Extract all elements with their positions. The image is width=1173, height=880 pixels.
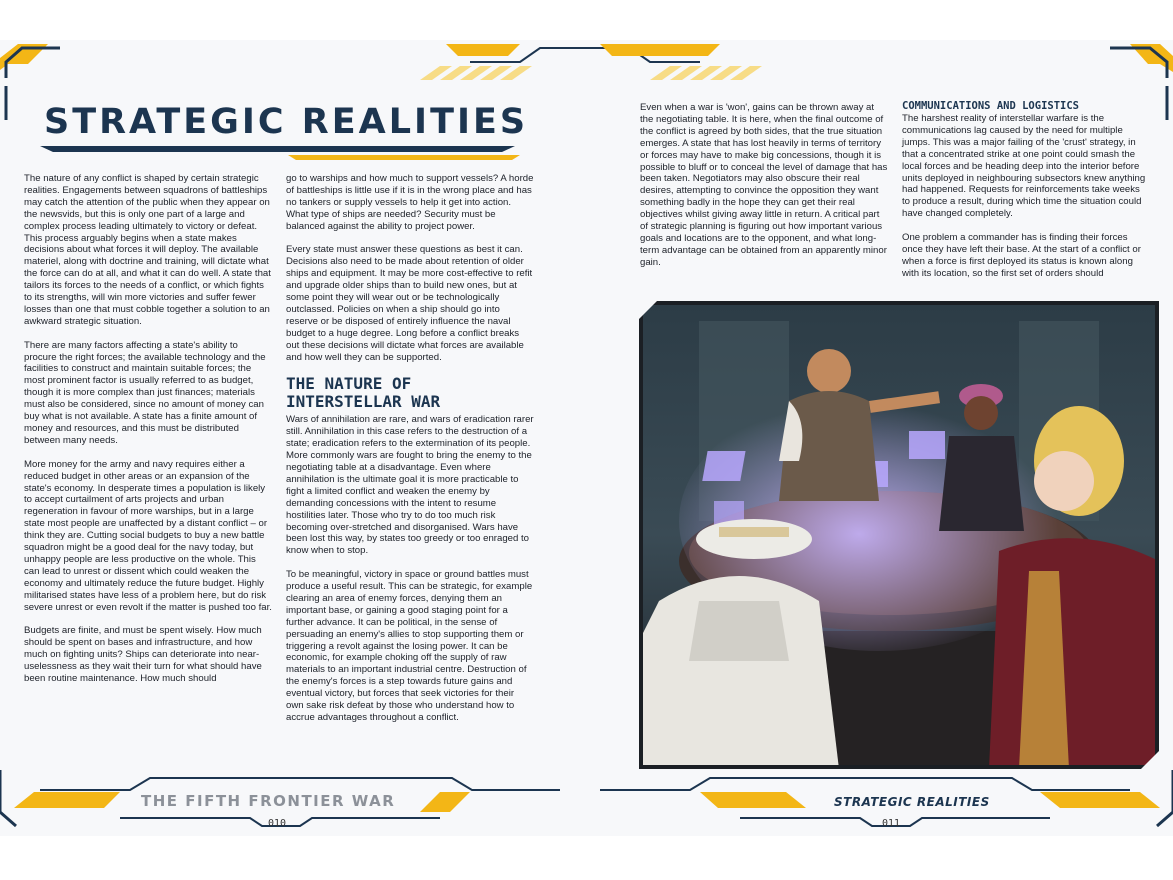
left-running-footer: THE FIFTH FRONTIER WAR: [141, 792, 396, 810]
left-page-number: 010: [268, 818, 287, 829]
column-2: [286, 173, 534, 736]
body-paragraph: The nature of any conflict is shaped by certain strategic realities. Engagements between squadrons of battleships may catch the attention of the public when they appear on the newsvids, but this is only one part of a large and complex process leading ultimately to victory or defeat. This process arguably begins when a state makes decisions about what forces it will deploy. The available materiel, along with doctrine and training, will dictate what the force can do at all, and what it can do well. A state that tailors its forces to the needs of a conflict, or which fights to its strengths, will win more victories and suffer fewer losses than one that must cobble together a solution to an awkward strategic situation.: [24, 173, 271, 327]
body-paragraph: Even when a war is 'won', gains can be thrown away at the negotiating table. It is here, when the final outcome of the conflict is agreed by both sides, that the true situation emerges. A state that has lost heavily in terms of territory or forces may have to make big concessions, though it is possible to bluff or to conceal the level of damage that has been taken. Negotiators may also obscure their real desires, attempting to convince the opposition they want something badly in the hope they can get their real objectives whilst giving away little in return. A critical part of strategic planning is figuring out how important various goals and locations are to the opponent, and what long-term advantage can be obtained from an apparently minor gain.: [640, 102, 888, 268]
right-page-number: 011: [882, 818, 901, 829]
body-paragraph: Wars of annihilation are rare, and wars of eradication rarer still. Annihilation in this case refers to the destruction of a state; eradication refers to the extermination of its people. More commonly wars are fought to bring the enemy to the negotiating table at a disadvantage. Even where annihilation is the ultimate goal it is more practicable to fight a limited conflict and weaken the enemy by demanding concessions with the intent to resume hostilities later. Those who try to do too much risk becoming over-stretched and disorganised. Wars have been lost this way, by states too greedy or too enraged to know when to stop.: [286, 414, 534, 557]
section-heading-line-2: INTERSTELLAR WAR: [286, 392, 441, 412]
section-heading: COMMUNICATIONS AND LOGISTICS: [902, 100, 1080, 112]
column-4: [902, 100, 1150, 292]
column-3: [640, 102, 888, 281]
body-paragraph: Every state must answer these questions as best it can. Decisions also need to be made about retention of older ships and equipment. It may be more cost-effective to refit and upgrade older ships than to build new ones, but at some point they will wear out or be technologically outclassed. Policies on when a ship should go into reserve or be disposed of entirely influence the naval budget to a huge degree. Long before a conflict breaks out these decisions will dictate what forces are available and how well they can be supported.: [286, 244, 533, 363]
body-paragraph: go to warships and how much to support vessels? A horde of battleships is little use if it is in the wrong place and has no tankers or supply vessels to help it get into action. What type of ships are needed? Security must be balanced against the ability to project power.: [286, 173, 534, 232]
body-paragraph: Budgets are finite, and must be spent wisely. How much should be spent on bases and infrastructure, and how much on fighting units? Ships can deteriorate into near-uselessness as they wait their turn for what should have been routine maintenance. How much should: [24, 625, 262, 685]
body-paragraph: One problem a commander has is finding their forces once they have left their base. At the start of a conflict or when a force is first deployed its status is known along with its location, so the first set of orders should: [902, 232, 1141, 279]
page-title: STRATEGIC REALITIES: [44, 102, 529, 142]
body-paragraph: To be meaningful, victory in space or ground battles must produce a useful result. This can be strategic, for example clearing an area of enemy forces, denying them an important base, or gaining a good staging point for a further advance. It can be political, in the sense of persuading an enemy's allies to stop supporting them or triggering a revolt against the losing power. It can be economic, for example choking off the supply of raw materials to an important industrial centre. Destruction of the enemy's forces is a step towards future gains and eventual victory, but forces that seek victories for their own sake risk defeat by those who understand how to accrue advantages throughout a conflict.: [286, 569, 533, 724]
negotiation-table-illustration: [639, 301, 1159, 769]
body-paragraph: There are many factors affecting a state's ability to procure the right forces; the available technology and the facilities to construct and maintain suitable forces; the most prominent factor is usually referred to as budget, though it is more complex than just finances; materials must also be considered, since no amount of money can buy what is not available. A state has a finite amount of money and resources, and this must be distributed between many needs.: [24, 339, 266, 446]
column-1: [24, 173, 272, 697]
body-paragraph: More money for the army and navy requires either a reduced budget in other areas or an expansion of the state's economy. In desperate times a population is likely to accept curtailment of arts projects and urban regeneration in favour of more warships, but in a large state most people are unaffected by a distant conflict – or think they are. Cutting social budgets to buy a new battle squadron might be a good deal for the navy today, but unhappy people are less productive on the whole. This can lead to unrest or dissent which could weaken the economy and ultimately reduce the future budget. Highly militarised states have less of a problem here, but do risk severe unrest or even revolt if the matter is pushed too far.: [24, 458, 272, 613]
body-paragraph: The harshest reality of interstellar warfare is the communications lag caused by the need for multiple jumps. This was a major failing of the 'crust' strategy, in that a concentrated strike at one point could smash the local forces and be heading deep into the interior before units deployed in neighbouring subsectors knew anything had happened. Requests for reinforcements take weeks to produce a result, during which time the situation could have changed completely.: [902, 113, 1146, 220]
section-heading-line-1: THE NATURE OF: [286, 374, 412, 394]
right-running-footer: STRATEGIC REALITIES: [834, 795, 990, 809]
